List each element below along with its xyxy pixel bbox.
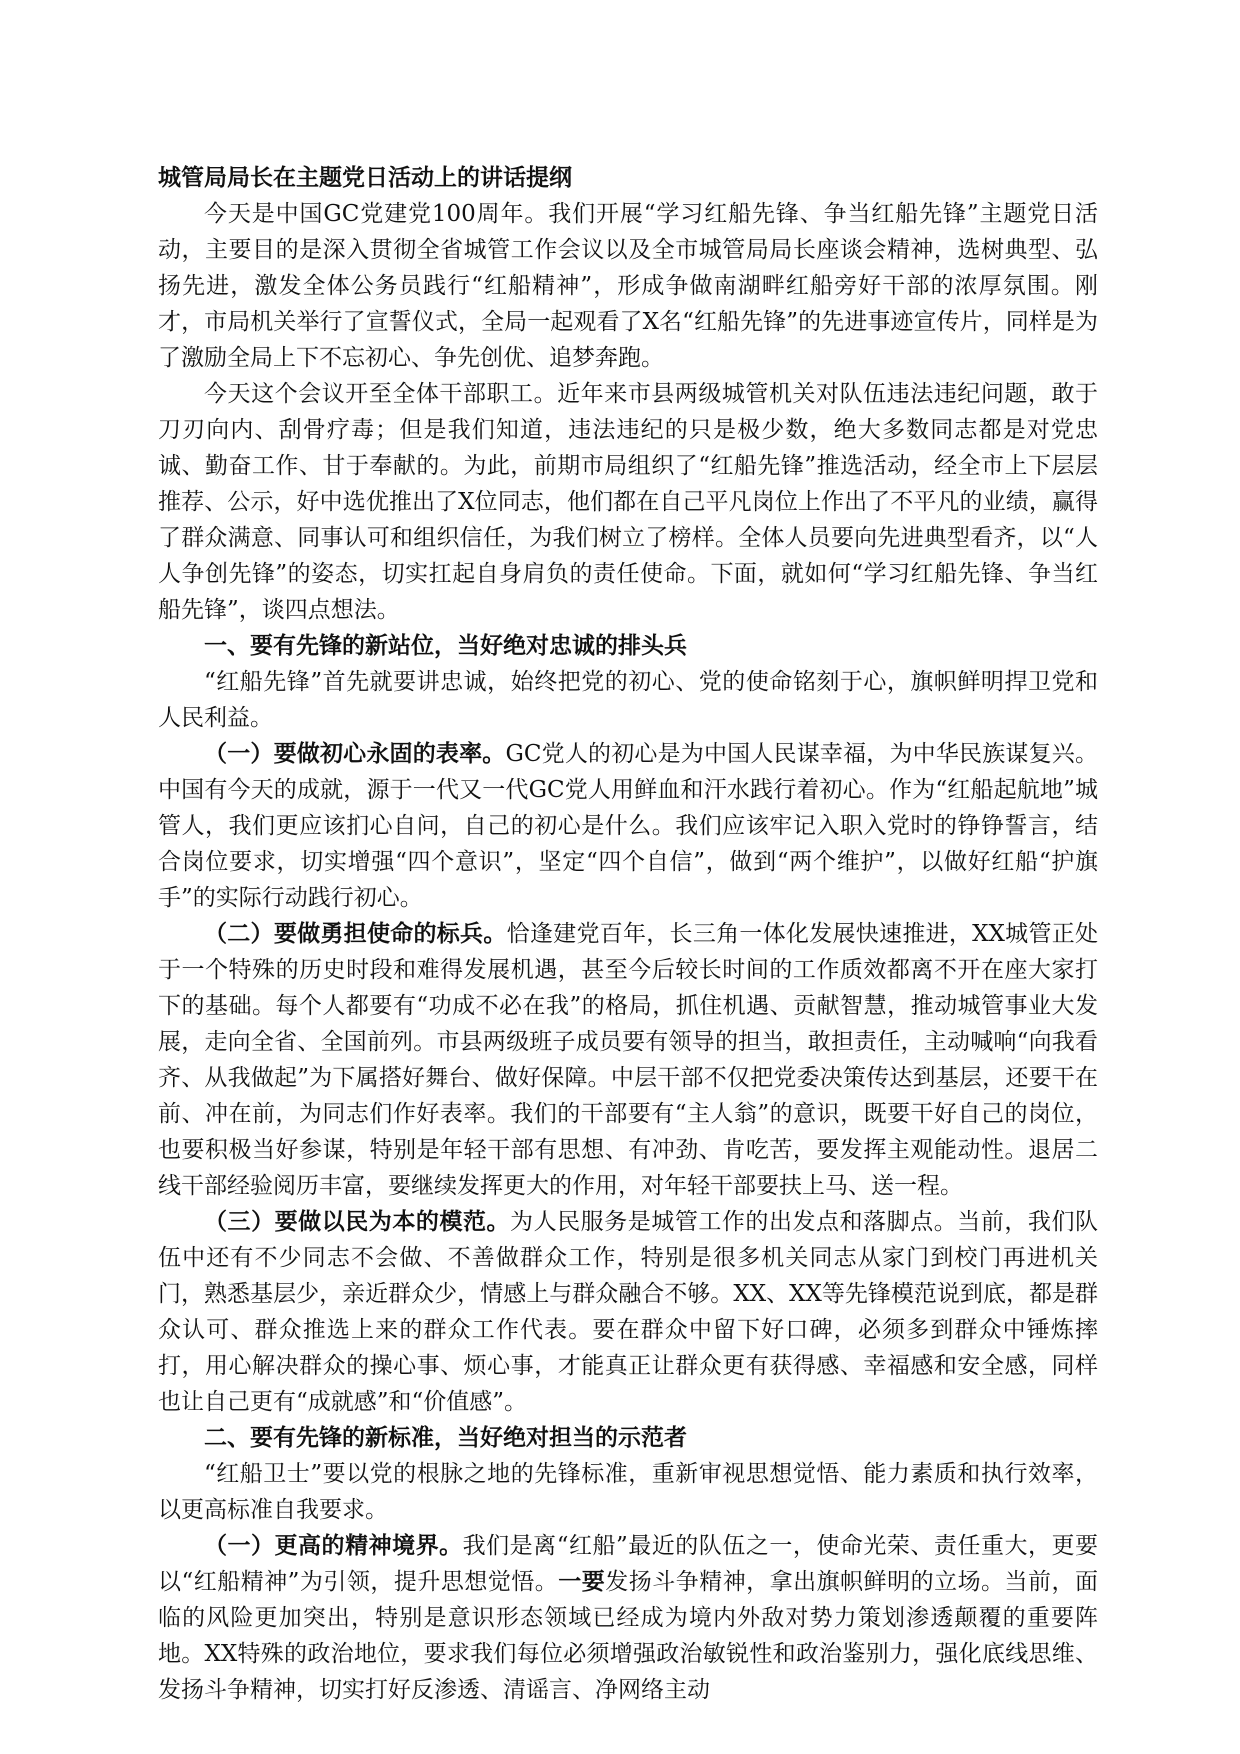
section-2-point-1-text-b: 发扬斗争精神，拿出旗帜鲜明的立场。当前，面临的风险更加突出，特别是意识形态领域已经成为境内外敌对势力策划渗透颠覆的重要阵地。XX特殊的政治地位，要求我们每位必须增强政治敏锐性和政治鉴别力，强化底线思维、发扬斗争精神，切实打好反渗透、清谣言、净网络主动 <box>158 1569 1099 1703</box>
document-page <box>158 160 1098 1708</box>
section-1-point-2 <box>158 916 1098 1204</box>
section-2-intro: “红船卫士”要以党的根脉之地的先锋标准，重新审视思想觉悟、能力素质和执行效率，以更高标准自我要求。 <box>158 1461 1098 1523</box>
intro-paragraph-2: 今天这个会议开至全体干部职工。近年来市县两级城管机关对队伍违法违纪问题，敢于刀刃向内、刮骨疗毒；但是我们知道，违法违纪的只是极少数，绝大多数同志都是对党忠诚、勤奋工作、甘于奉献的。为此，前期市局组织了“红船先锋”推选活动，经全市上下层层推荐、公示，好中选优推出了X位同志，他们都在自己平凡岗位上作出了不平凡的业绩，赢得了群众满意、同事认可和组织信任，为我们树立了榜样。全体人员要向先进典型看齐，以“人人争创先锋”的姿态，切实扛起自身肩负的责任使命。下面，就如何“学习红船先锋、争当红船先锋”，谈四点想法。 <box>158 381 1098 623</box>
section-1-point-1-lead: （一）要做初心永固的表率。 <box>204 740 506 767</box>
section-2-point-1 <box>158 1528 1098 1708</box>
section-1-point-3-lead: （三）要做以民为本的模范。 <box>204 1208 511 1235</box>
section-1-point-2-lead: （二）要做勇担使命的标兵。 <box>204 920 507 947</box>
section-1-heading: 一、要有先锋的新站位，当好绝对忠诚的排头兵 <box>204 632 687 659</box>
section-2-point-1-lead: （一）更高的精神境界。 <box>204 1532 463 1559</box>
section-1-point-2-text: 恰逢建党百年，长三角一体化发展快速推进，XX城管正处于一个特殊的历史时段和难得发展机遇，甚至今后较长时间的工作质效都离不开在座大家打下的基础。每个人都要有“功成不必在我”的格局，抓住机遇、贡献智慧，推动城管事业大发展，走向全省、全国前列。市县两级班子成员要有领导的担当，敢担责任，主动喊响“向我看齐、从我做起”为下属搭好舞台、做好保障。中层干部不仅把党委决策传达到基层，还要干在前、冲在前，为同志们作好表率。我们的干部要有“主人翁”的意识，既要干好自己的岗位，也要积极当好参谋，特别是年轻干部有思想、有冲劲、肯吃苦，要发挥主观能动性。退居二线干部经验阅历丰富，要继续发挥更大的作用，对年轻干部要扶上马、送一程。 <box>158 921 1099 1199</box>
intro-paragraph-1: 今天是中国GC党建党100周年。我们开展“学习红船先锋、争当红船先锋”主题党日活动，主要目的是深入贯彻全省城管工作会议以及全市城管局局长座谈会精神，选树典型、弘扬先进，激发全体公务员践行“红船精神”，形成争做南湖畔红船旁好干部的浓厚氛围。刚才，市局机关举行了宣誓仪式，全局一起观看了X名“红船先锋”的先进事迹宣传片，同样是为了激励全局上下不忘初心、争先创优、追梦奔跑。 <box>158 201 1098 371</box>
section-2-heading: 二、要有先锋的新标准，当好绝对担当的示范者 <box>204 1424 687 1451</box>
section-2-point-1-text-a: 我们是离“红船”最近的队伍之一，使命光荣、责任重大，更要以“红船精神”为引领，提升思想觉悟。 <box>158 1533 1098 1595</box>
section-1-intro: “红船先锋”首先就要讲忠诚，始终把党的初心、党的使命铭刻于心，旗帜鲜明捍卫党和人民利益。 <box>158 669 1098 731</box>
section-1-point-3 <box>158 1204 1098 1420</box>
section-1-point-1 <box>158 736 1098 916</box>
document-title: 城管局局长在主题党日活动上的讲话提纲 <box>158 164 572 191</box>
section-2-point-1-bold: 一要 <box>558 1568 606 1595</box>
section-1-point-1-text: GC党人的初心是为中国人民谋幸福，为中华民族谋复兴。中国有今天的成就，源于一代又一代GC党人用鲜血和汗水践行着初心。作为“红船起航地”城管人，我们更应该扪心自问，自己的初心是什么。我们应该牢记入职入党时的铮铮誓言，结合岗位要求，切实增强“四个意识”，坚定“四个自信”，做到“两个维护”，以做好红船“护旗手”的实际行动践行初心。 <box>158 741 1098 911</box>
section-1-point-3-text: 为人民服务是城管工作的出发点和落脚点。当前，我们队伍中还有不少同志不会做、不善做群众工作，特别是很多机关同志从家门到校门再进机关门，熟悉基层少，亲近群众少，情感上与群众融合不够。XX、XX等先锋模范说到底，都是群众认可、群众推选上来的群众工作代表。要在群众中留下好口碑，必须多到群众中锤炼摔打，用心解决群众的操心事、烦心事，才能真正让群众更有获得感、幸福感和安全感，同样也让自己更有“成就感”和“价值感”。 <box>158 1209 1099 1415</box>
